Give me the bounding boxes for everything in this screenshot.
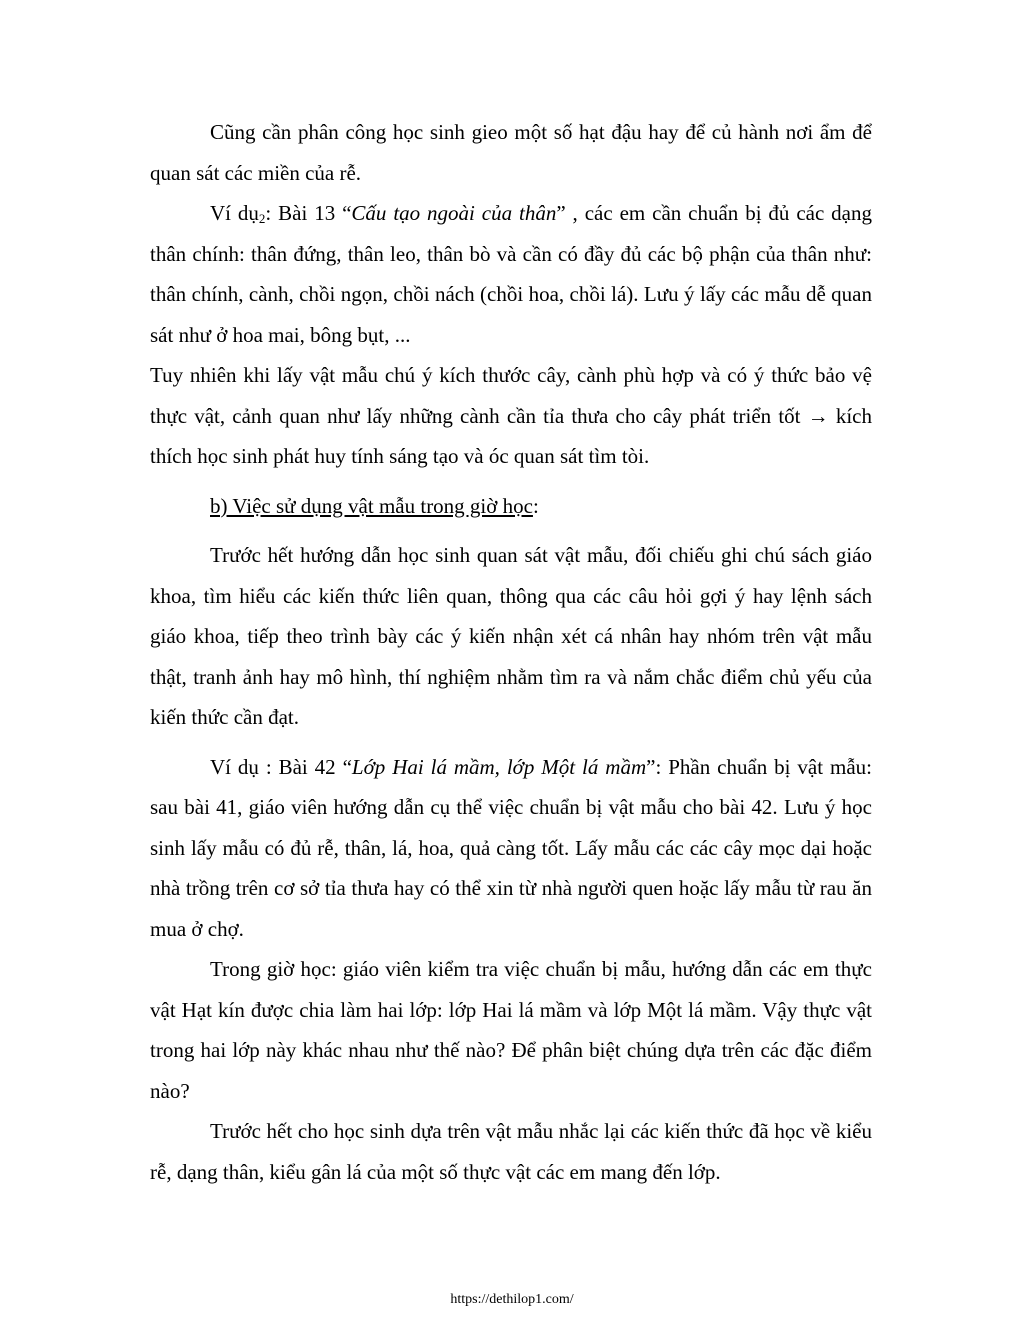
arrow-right-icon: → (807, 403, 829, 428)
page-body (150, 112, 872, 1192)
paragraph-recall: Trước hết cho học sinh dựa trên vật mẫu nhắc lại các kiến thức đã học về kiểu rễ, dạng thân, kiểu gân lá của một số thực vật các em mang đến lớp. (150, 1119, 872, 1184)
example-lesson-prefix: : Bài 13 “ (265, 201, 352, 225)
sample-note-text: Tuy nhiên khi lấy vật mẫu chú ý kích thước cây, cành phù hợp và có ý thức bảo vệ thực vật, cảnh quan như lấy những cành cần tỉa thưa cho cây phát triển tốt (150, 363, 872, 428)
lesson-13-title: Cấu tạo ngoài của thân (351, 201, 557, 225)
paragraph-in-class: Trong giờ học: giáo viên kiểm tra việc chuẩn bị mẫu, hướng dẫn các em thực vật Hạt kín được chia làm hai lớp: lớp Hai lá mầm và lớp Một lá mầm. Vậy thực vật trong hai lớp này khác nhau như thế nào? Để phân biệt chúng dựa trên các đặc điểm nào? (150, 957, 872, 1103)
example-subscript: 2 (258, 211, 266, 226)
paragraph-example-lesson-42 (150, 747, 872, 950)
lesson-42-title: Lớp Hai lá mầm, lớp Một lá mầm (351, 754, 647, 779)
paragraph-observation-guidance: Trước hết hướng dẫn học sinh quan sát vật mẫu, đối chiếu ghi chú sách giáo khoa, tìm hiểu các kiến thức liên quan, thông qua các câu hỏi gợi ý hay lệnh sách giáo khoa, tiếp theo trình bày các ý kiến nhận xét cá nhân hay nhóm trên vật mẫu thật, tranh ảnh hay mô hình, thí nghiệm nhằm tìm ra và nắm chắc điểm chủ yếu của kiến thức cần đạt. (150, 543, 872, 729)
example-lesson-body: ” , các em cần chuẩn bị đủ các dạng thân chính: thân đứng, thân leo, thân bò và cần có đầy đủ các bộ phận của thân như: thân chính, cành, chồi ngọn, chồi nách (chồi hoa, chồi lá). Lưu ý lấy các mẫu dễ quan sát như ở hoa mai, bông bụt, ... (150, 201, 872, 347)
sample-note-result: kích thích học sinh phát huy tính sáng tạo và óc quan sát tìm tòi. (150, 403, 872, 468)
section-heading-b-text: b) Việc sử dụng vật mẫu trong giờ học (210, 493, 533, 518)
example-42-body: ”: Phần chuẩn bị vật mẫu: sau bài 41, giáo viên hướng dẫn cụ thể việc chuẩn bị vật mẫu cho bài 42. Lưu ý học sinh lấy mẫu có đủ rễ, thân, lá, hoa, quả càng tốt. Lấy mẫu các các cây mọc dại hoặc nhà trồng trên cơ sở tỉa thưa hay có thể xin từ nhà người quen hoặc lấy mẫu từ rau ăn mua ở chợ. (150, 754, 872, 941)
paragraph-sample-size-note (150, 355, 872, 477)
section-heading-b-colon: : (532, 493, 539, 518)
example-42-prefix: Ví dụ : Bài 42 “ (210, 754, 352, 779)
footer-url: https://dethilop1.com/ (450, 1292, 574, 1307)
section-heading-b (150, 486, 872, 527)
example-lead: Ví dụ (210, 201, 259, 225)
paragraph-example-lesson-13 (150, 193, 872, 355)
paragraph-seed-observation: Cũng cần phân công học sinh gieo một số hạt đậu hay để củ hành nơi ẩm để quan sát các miền của rễ. (150, 120, 872, 185)
